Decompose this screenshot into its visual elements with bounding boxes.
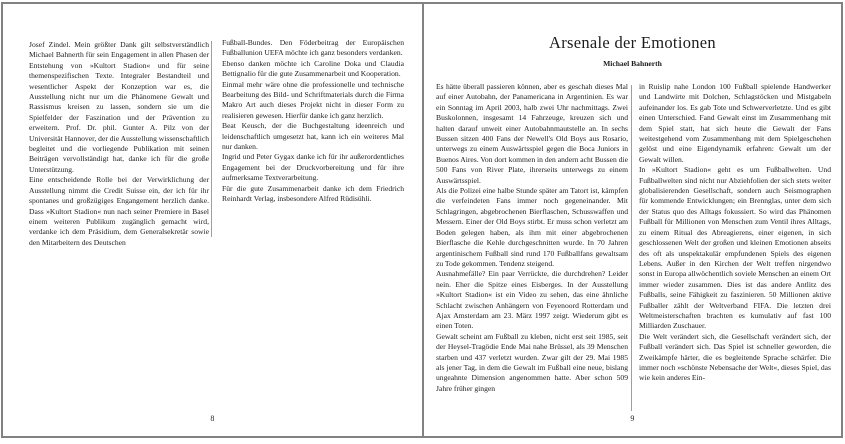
chapter-author: Michael Bahnerth [603,59,662,68]
paragraph: Beat Keusch, der die Buchgestaltung ideenreich und leidenschaftlich umgesetzt hat, kann ich ein weiteres Mal nur danken. [222,121,404,152]
paragraph: Ingrid und Peter Gygax danke ich für ihr außerordentliches Engagement bei der Druckvorbereitung und für ihre aufmerksame Textverarbeitung. [222,152,404,183]
right-page-column-1 [436,82,628,394]
paragraph: In »Kultort Stadion« geht es um Fußballwelten. Und Fußballwelten sind nicht nur Abziehfolien der sich stets weiter globalisierenden Gesellschaft, sondern auch Seismographen für kommende Entwicklungen; ein Brennglas, unter dem sich der Status quo des Alltags fokussiert. So wird das Phänomen Fußball für Millionen von Menschen zum Ventil ihres Alltags, zu einem Ritual des Abreagierens, einer eigenen, in sich geschlossenen Welt der großen und kleinen Emotionen abseits des oft als unspektakulär empfundenen Spiels des eigenen Lebens. Außer in den Kirchen der Welt treffen nirgendwo sonst in Europa allwöchentlich soviele Menschen an einem Ort immer wieder zusammen. Dies ist das andere Antlitz des Fußballs, seine Fähigkeit zu faszinieren. 50 Millionen aktive Fußballer zählt der Weltverband FIFA. Die letzten drei Weltmeisterschaften brachten es kumulativ auf fast 100 Milliarden Zuschauer. [639,165,831,331]
right-page-number: 9 [630,414,635,423]
left-page-column-2 [222,38,404,205]
paragraph: Eine entscheidende Rolle bei der Verwirklichung der Ausstellung nimmt die Credit Suisse ein, der ich für ihr spontanes und großzügiges Engangement herzlich danke. Dass »Kultort Stadion« nun nach seiner Premiere in Basel einem weiteren Publikum zugänglich gemacht wird, verdanke ich dem Präsidium, dem Generalsekretär sowie den Mitarbeitern des Deutschen [29,175,209,247]
left-page [3,4,422,436]
right-page-column-2 [639,82,831,384]
paragraph: Josef Zindel. Mein größter Dank gilt selbstverständlich Michael Bahnerth für sein Engagement in allen Phasen der Entstehung von »Kultort Stadion« und für seine themenspezifischen Texte. Integraler Bestandteil und wesentlicher Aspekt der Konzeption war es, die Ausstellung nicht nur um die Phänomene Gewalt und Rassismus kreisen zu lassen, sondern sie um die Spielfelder der Faszination und der Prävention zu erweitern. Prof. Dr. phil. Gunter A. Pilz von der Universität Hannover, der die Ausstellung wissenschaftlich begleitet und die vorliegende Publikation mit seinen Beiträgen vervollständigt hat, danke ich für die große Unterstützung. [29,40,209,174]
paragraph: Ebenso danken möchte ich Caroline Doka und Claudia Bettignalio für die gute Zusammenarbeit und Kooperation. [222,58,404,79]
right-page-column-divider [631,85,632,411]
paragraph: Einmal mehr wäre ohne die professionelle und technische Bearbeitung des Bild- und Schriftmaterials durch die Firma Makro Art auch dieses Projekt nicht in dieser Form zu realisieren gewesen. Hierfür danke ich ganz herzlich. [222,79,404,120]
right-page [422,4,841,436]
paragraph: in Ruislip nahe London 100 Fußball spielende Handwerker und Landwirte mit Dolchen, Schlagstöcken und Mistgabeln aufeinander los. Es gab Tote und Schwerverletzte. Und es gibt einen Unterschied. Fand Gewalt einst im Zusammenhang mit dem Spiel statt, hat sich heute die Gewalt der Fans weitestgehend vom Zusammenhang mit dem Spielgeschehen gelöst und eine Eigendynamik erfahren: Gewalt um der Gewalt willen. [639,82,831,164]
book-frame [1,2,843,438]
left-page-number: 8 [210,414,215,423]
chapter-title: Arsenale der Emotionen [549,33,716,52]
paragraph: Gewalt scheint am Fußball zu kleben, nicht erst seit 1985, seit der Heysel-Tragödie Ende Mai nahe Brüssel, als 39 Menschen starben und 437 verletzt wurden. Zwar gilt der 29. Mai 1985 als jener Tag, in dem die Gewalt im Fußball eine neue, bislang ungeahnte Dimension angenommen hatte. Aber schon 509 Jahre früher gingen [436,331,628,393]
paragraph: Fußball-Bundes. Den Föderbeitrag der Europäischen Fußballunion UEFA möchte ich ganz besonders verdanken. [222,38,404,58]
left-page-column-1 [29,40,209,248]
paragraph: Ausnahmefälle? Ein paar Verrückte, die durchdrehen? Leider nein. Eher die Spitze eines Eisberges. In der Ausstellung »Kultort Stadion« ist ein Video zu sehen, das eine ähnliche Schlacht zwischen Anhängern von Feyenoord Rotterdam und Ajax Amsterdam am 23. März 1997 zeigt. Wiederum gibt es einen Toten. [436,269,628,331]
paragraph: Es hätte überall passieren können, aber es geschah dieses Mal auf einer Autobahn, der Panamericana in Argentinien. Es war ein Sonntag im April 2003, halb zwei Uhr nachmittags. Zwei Buskolonnen, insgesamt 14 Fahrzeuge, kreuzen sich und halten darauf unweit einer Autobahnmautstelle an. In sechs Bussen sitzen 400 Fans der Newell's Old Boys aus Rosario, unterwegs zu einem Auswärtsspiel gegen die Boca Juniors in Buenos Aires. Von dort kommen in den andern acht Bussen die 500 Fans von River Plate, ihrerseits unterwegs zu einem Auswärtsspiel. [436,82,628,185]
paragraph: Die Welt verändert sich, die Gesellschaft verändert sich, der Fußball verändert sich. Das Spiel ist schneller geworden, die Zweikämpfe härter, die es begleitende Sprache schärfer. Die immer noch »schönste Nebensache der Welt«, dieses Spiel, das wie kein anderes Ein- [639,331,831,383]
paragraph: Als die Polizei eine halbe Stunde später am Tatort ist, kämpfen die verfeindeten Fans immer noch gegeneinander. Mit Schlagringen, abgebrochenen Bierflaschen, Schusswaffen und Messern. Einer der Old Boys stirbt. Er muss schon verletzt am Boden gelegen haben, als ihm mit einer abgebrochenen Bierflasche die Kehle durchgeschnitten wurde. In 70 Jahren argentinischem Fußball sind rund 170 Fußballfans gewaltsam zu Tode gekommen. Tendenz steigend. [436,186,628,268]
left-page-column-divider [211,41,212,237]
paragraph: Für die gute Zusammenarbeit danke ich dem Friedrich Reinhardt Verlag, insbesondere Alfred Rüdisühli. [222,183,404,204]
